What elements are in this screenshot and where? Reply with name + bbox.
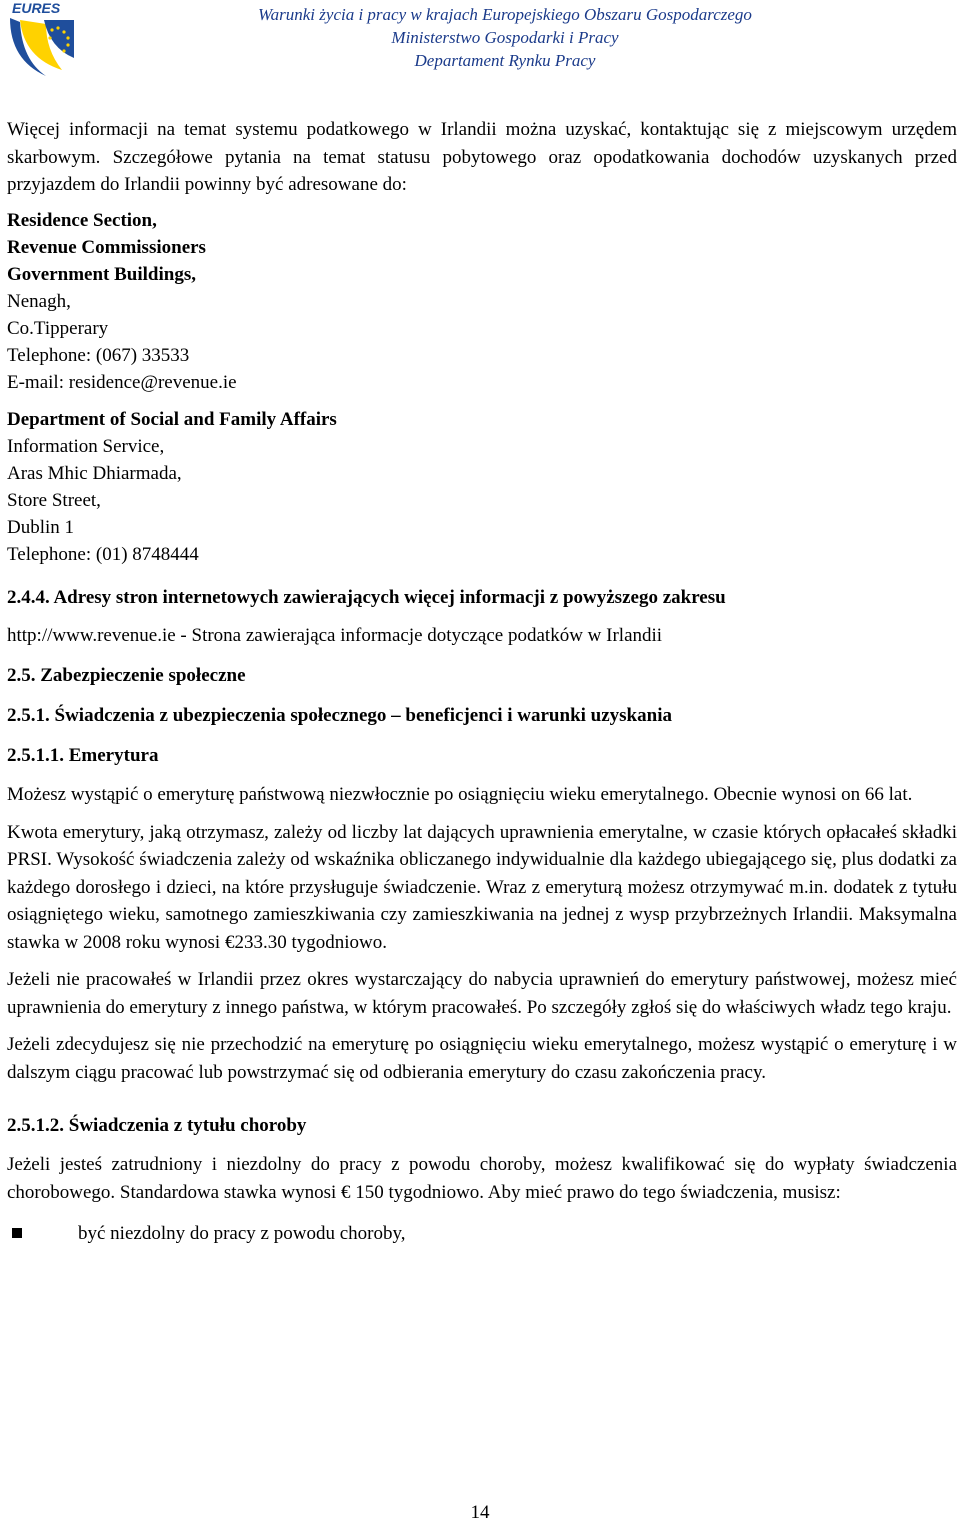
- list-item-text: być niezdolny do pracy z powodu choroby,: [78, 1223, 406, 1244]
- page-number: 14: [470, 1502, 490, 1523]
- svg-text:EURES: EURES: [12, 0, 61, 16]
- eures-logo: [6, 0, 78, 78]
- address-line: Department of Social and Family Affairs: [7, 408, 337, 430]
- revenue-link[interactable]: http://www.revenue.ie: [7, 624, 176, 646]
- address-residence-section: [7, 207, 957, 396]
- eures-logo-icon: [6, 0, 78, 78]
- address-email: E-mail: residence@revenue.ie: [7, 371, 237, 393]
- address-line: Nenagh,: [7, 290, 71, 312]
- address-social-affairs: [7, 406, 957, 568]
- header-text: [130, 3, 880, 72]
- address-line: Government Buildings,: [7, 263, 196, 285]
- heading-2-5-1: 2.5.1. Świadczenia z ubezpieczenia społecznego – beneficjenci i warunki uzyskania: [7, 705, 672, 726]
- heading-2-5-1-2: 2.5.1.2. Świadczenia z tytułu choroby: [7, 1115, 307, 1136]
- header-line-2: Ministerstwo Gospodarki i Pracy: [391, 28, 619, 47]
- address-line: Telephone: (01) 8748444: [7, 543, 199, 565]
- list-item: [7, 1220, 957, 1247]
- heading-2-5-1-1: 2.5.1.1. Emerytura: [7, 745, 159, 766]
- page-header: [0, 0, 960, 78]
- intro-paragraph: Więcej informacji na temat systemu podatkowego w Irlandii można uzyskać, kontaktując się z miejscowym urzędem skarbowym. Szczegółowe pytania na temat statusu pobytowego oraz opodatkowania dochodów uzyskanych przed przyjazdem do Irlandii powinny być adresowane do:: [7, 119, 957, 195]
- address-line: Revenue Commissioners: [7, 236, 206, 258]
- header-line-1: Warunki życia i pracy w krajach Europejskiego Obszaru Gospodarczego: [258, 5, 752, 24]
- pension-paragraph-2: Kwota emerytury, jaką otrzymasz, zależy od liczby lat dających uprawnienia emerytalne, w czasie których opłacałeś składki PRSI. Wysokość świadczenia zależy od wskaźnika obliczanego indywidualnie dla każdego ubiegającego się, plus dodatki za każdego dorosłego i dzieci, na które przysługuje świadczenie. Wraz z emeryturą możesz otrzymywać m.in. dodatek z tytułu osiągniętego wieku, samotnego zamieszkiwania czy zamieszkiwania na jednej z wysp przybrzeżnych Irlandii. Maksymalna stawka w 2008 roku wynosi €233.30 tygodniowo.: [7, 821, 957, 953]
- address-line: Store Street,: [7, 489, 101, 511]
- pension-paragraph-4: Jeżeli zdecydujesz się nie przechodzić na emeryturę po osiągnięciu wieku emerytalnego, możesz wystąpić o emeryturę i w dalszym ciągu pracować lub powstrzymać się od odbierania emerytury do czasu zakończenia pracy.: [7, 1034, 957, 1083]
- header-line-3: Departament Rynku Pracy: [414, 51, 596, 70]
- sickness-paragraph: Jeżeli jesteś zatrudniony i niezdolny do pracy z powodu choroby, możesz kwalifikować się do wypłaty świadczenia chorobowego. Standardowa stawka wynosi € 150 tygodniowo. Aby mieć prawo do tego świadczenia, musisz:: [7, 1154, 957, 1203]
- square-bullet-icon: [12, 1228, 22, 1238]
- address-line: Residence Section,: [7, 209, 157, 231]
- heading-2-5: 2.5. Zabezpieczenie społeczne: [7, 665, 246, 686]
- pension-paragraph-1: Możesz wystąpić o emeryturę państwową niezwłocznie po osiągnięciu wieku emerytalnego. Obecnie wynosi on 66 lat.: [7, 784, 913, 805]
- link-paragraph: [7, 622, 957, 650]
- pension-paragraph-3: Jeżeli nie pracowałeś w Irlandii przez okres wystarczający do nabycia uprawnień do emerytury państwowej, możesz mieć uprawnienia do emerytury z innego państwa, w którym pracowałeś. Po szczegóły zgłoś się do właściwych władz tego kraju.: [7, 969, 957, 1018]
- address-line: Telephone: (067) 33533: [7, 344, 190, 366]
- document-body: [7, 116, 957, 1247]
- link-description: - Strona zawierająca informacje dotyczące podatków w Irlandii: [175, 624, 663, 646]
- address-line: Information Service,: [7, 435, 165, 457]
- heading-2-4-4: 2.4.4. Adresy stron internetowych zawierających więcej informacji z powyższego zakresu: [7, 586, 726, 608]
- address-line: Dublin 1: [7, 516, 75, 538]
- address-line: Co.Tipperary: [7, 317, 109, 339]
- address-line: Aras Mhic Dhiarmada,: [7, 462, 182, 484]
